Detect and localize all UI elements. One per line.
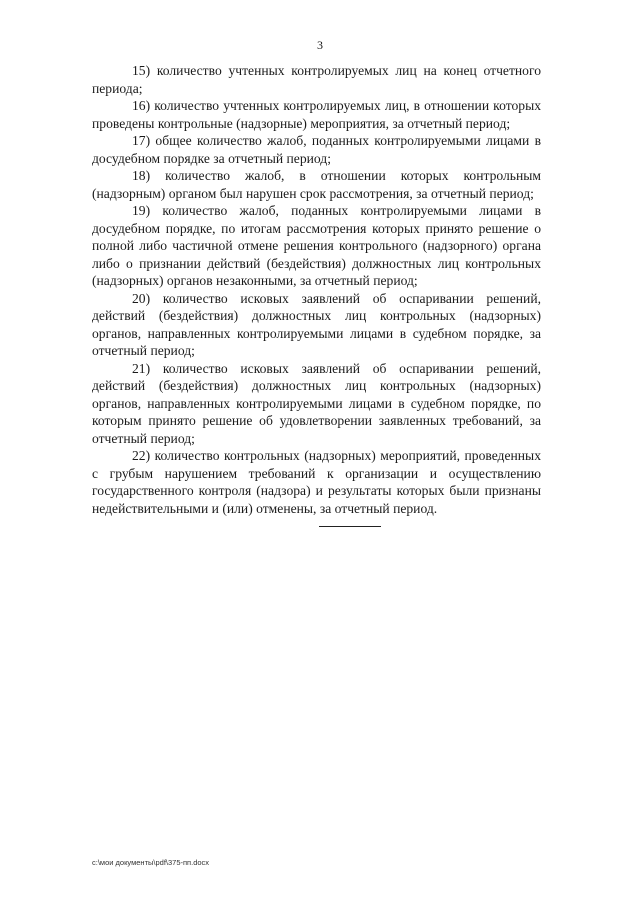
page-number: 3 xyxy=(317,38,323,52)
list-item-21: 21) количество исковых заявлений об оспаривании решений, действий (бездействия) должностных лиц контрольных (надзорных) органов, направленных контролируемыми лицами в судебном порядке, по которым принято решение об удовлетворении заявленных требований, за отчетный период; xyxy=(92,360,541,446)
footer-file-path: c:\мои документы\pdf\375-пп.docx xyxy=(92,858,210,867)
list-item-18: 18) количество жалоб, в отношении которых контрольным (надзорным) органом был нарушен срок рассмотрения, за отчетный период; xyxy=(92,168,541,201)
list-item-22: 22) количество контрольных (надзорных) мероприятий, проведенных с грубым нарушением требований к организации и осуществлению государственного контроля (надзора) и результаты которых были признаны недействительными и (или) отменены, за отчетный период. xyxy=(92,448,541,516)
list-item-20: 20) количество исковых заявлений об оспаривании решений, действий (бездействия) должностных лиц контрольных (надзорных) органов, направленных контролируемыми лицами в судебном порядке, за отчетный период; xyxy=(92,290,541,358)
list-item-19: 19) количество жалоб, поданных контролируемыми лицами в досудебном порядке, по итогам рассмотрения которых принято решение о полной либо частичной отмене решения контрольного (надзорного) органа либо о признании действий (бездействия) должностных лиц контрольных (надзорных) органов незаконными, за отчетный период; xyxy=(92,203,541,288)
document-body xyxy=(92,62,541,517)
list-item-17: 17) общее количество жалоб, поданных контролируемыми лицами в досудебном порядке за отчетный период; xyxy=(92,133,541,166)
list-item-16: 16) количество учтенных контролируемых лиц, в отношении которых проведены контрольные (надзорные) мероприятия, за отчетный период; xyxy=(92,98,541,131)
list-item-15: 15) количество учтенных контролируемых лиц на конец отчетного периода; xyxy=(92,63,541,96)
end-of-document-rule xyxy=(319,526,381,527)
